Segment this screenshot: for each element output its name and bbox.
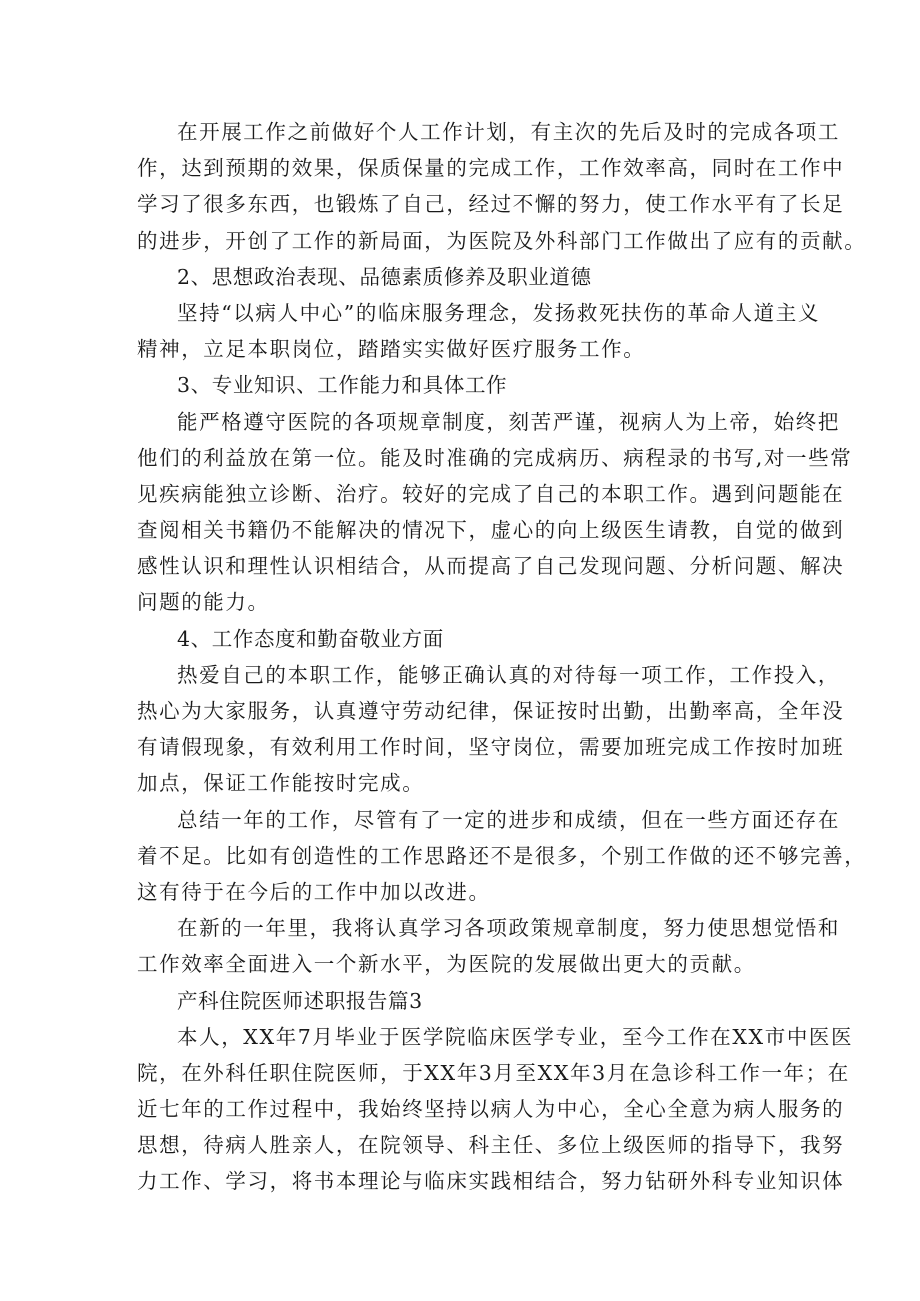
paragraph-line: 院，在外科任职住院医师，于XX年3月至XX年3月在急诊科工作一年；在	[137, 1060, 850, 1085]
section-heading: 2、思想政治表现、品德素质修养及职业道德	[177, 264, 592, 289]
paragraph-line: 学习了很多东西，也锻炼了自己，经过不懈的努力，使工作水平有了长足	[137, 192, 845, 217]
paragraph-line: 着不足。比如有创造性的工作思路还不是很多，个别工作做的还不够完善，	[137, 843, 867, 868]
paragraph-line: 有请假现象，有效利用工作时间，坚守岗位，需要加班完成工作按时加班	[137, 735, 845, 760]
section-heading: 4、工作态度和勤奋敬业方面	[177, 626, 444, 651]
paragraph-line: 近七年的工作过程中，我始终坚持以病人为中心，全心全意为病人服务的	[137, 1097, 845, 1122]
paragraph-line: 能严格遵守医院的各项规章制度，刻苦严谨，视病人为上帝，始终把	[177, 409, 840, 434]
paragraph-line: 总结一年的工作，尽管有了一定的进步和成绩，但在一些方面还存在	[177, 807, 840, 832]
paragraph-line: 精神，立足本职岗位，踏踏实实做好医疗服务工作。	[137, 337, 646, 362]
paragraph-line: 热心为大家服务，认真遵守劳动纪律，保证按时出勤，出勤率高，全年没	[137, 699, 845, 723]
paragraph-line: 查阅相关书籍仍不能解决的情况下，虚心的向上级医生请教，自觉的做到	[137, 518, 845, 543]
paragraph-line: 他们的利益放在第一位。能及时准确的完成病历、病程录的书写,对一些常	[137, 445, 853, 470]
paragraph-line: 思想，待病人胜亲人，在院领导、科主任、多位上级医师的指导下，我努	[137, 1133, 845, 1158]
paragraph-line: 作，达到预期的效果，保质保量的完成工作，工作效率高，同时在工作中	[137, 156, 845, 181]
paragraph-line: 力工作、学习，将书本理论与临床实践相结合，努力钻研外科专业知识体	[137, 1169, 845, 1194]
paragraph-line: 本人，XX年7月毕业于医学院临床医学专业，至今工作在XX市中医医	[177, 1024, 854, 1049]
section-heading: 产科住院医师述职报告篇3	[177, 988, 423, 1013]
paragraph-line: 热爱自己的本职工作，能够正确认真的对待每一项工作，工作投入，	[177, 662, 840, 687]
paragraph-line: 加点，保证工作能按时完成。	[137, 771, 425, 796]
paragraph-line: 问题的能力。	[137, 590, 270, 615]
paragraph-line: 在新的一年里，我将认真学习各项政策规章制度，努力使思想觉悟和	[177, 916, 840, 941]
paragraph-line: 的进步，开创了工作的新局面，为医院及外科部门工作做出了应有的贡献。	[137, 228, 867, 253]
paragraph-line: 坚持“以病人中心”的临床服务理念，发扬救死扶伤的革命人道主义	[177, 300, 820, 325]
paragraph-line: 在开展工作之前做好个人工作计划，有主次的先后及时的完成各项工	[177, 120, 840, 144]
paragraph-line: 感性认识和理性认识相结合，从而提高了自己发现问题、分析问题、解决	[137, 554, 845, 579]
paragraph-line: 工作效率全面进入一个新水平，为医院的发展做出更大的贡献。	[137, 952, 756, 977]
document-page	[137, 114, 867, 1200]
section-heading: 3、专业知识、工作能力和具体工作	[177, 373, 508, 398]
paragraph-line: 见疾病能独立诊断、治疗。较好的完成了自己的本职工作。遇到问题能在	[137, 481, 845, 506]
paragraph-line: 这有待于在今后的工作中加以改进。	[137, 879, 491, 904]
